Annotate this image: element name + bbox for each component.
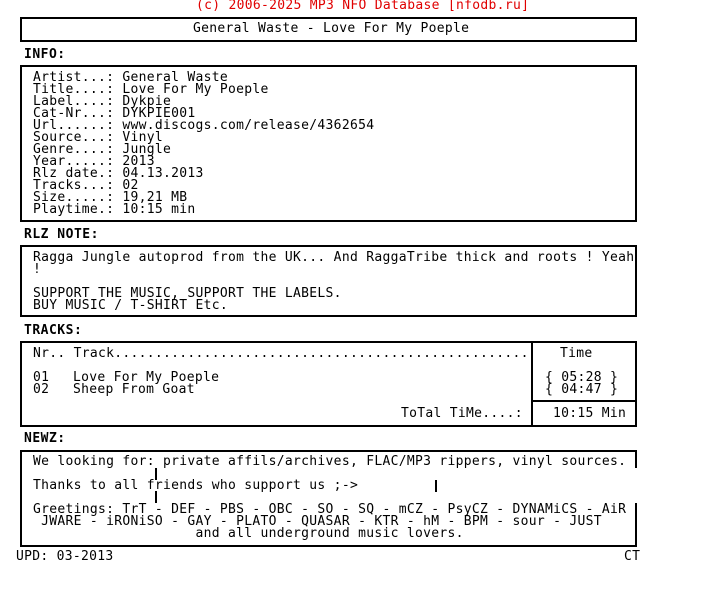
info-line: Playtime.: 10:15 min [33,202,196,217]
track-number: 02 [33,382,50,397]
newz-line: Greetings: TrT - DEF - PBS - OBC - SO - SQ - mCZ - PsyCZ - DYNAMiCS - AiR [33,502,627,517]
section-newz-heading: NEWZ: [24,431,66,446]
rlz-note-line: BUY MUSIC / T-SHIRT Etc. [33,298,229,313]
newz-line: We looking for: private affils/archives, FLAC/MP3 rippers, vinyl sources. [33,454,627,469]
info-line: Tracks...: 02 [33,178,139,193]
track-time: { 05:28 } [545,370,619,385]
section-tracks-heading: TRACKS: [24,323,83,338]
info-line: Genre....: Jungle [33,142,172,157]
info-line: Year.....: 2013 [33,154,155,169]
tracks-column-divider [531,341,533,427]
time-header: Time [560,346,593,361]
info-line: Rlz date.: 04.13.2013 [33,166,204,181]
site-banner: (c) 2006-2025 MP3 NFO Database [nfodb.ru] [196,0,530,13]
info-line: Size.....: 19,21 MB [33,190,188,205]
info-line: Label....: Dykpie [33,94,172,109]
info-line: Url......: www.discogs.com/release/4362654 [33,118,375,133]
updated-label: UPD: 03-2013 [16,549,114,564]
track-title: Love For My Poeple [73,370,220,385]
newz-box-top [20,450,637,452]
total-time-label: ToTal TiMe....: [401,406,523,421]
rlz-note-line: SUPPORT THE MUSIC, SUPPORT THE LABELS. [33,286,342,301]
info-list [33,72,374,216]
newz-text [33,456,626,540]
newz-line: and all underground music lovers. [33,526,464,541]
release-title: General Waste - Love For My Poeple [193,21,470,36]
rlz-note-line: Ragga Jungle autoprod from the UK... And RaggaTribe thick and roots ! Yeah [33,250,635,265]
info-line: Title....: Love For My Poeple [33,82,269,97]
newz-box-left [20,450,22,547]
track-time: { 04:47 } [545,382,619,397]
newz-line: JWARE - iRONiSO - GAY - PLATO - QUASAR - KTR - hM - BPM - sour - JUST [33,514,602,529]
total-time-value: 10:15 Min [553,406,627,421]
rlz-note-line: ! [33,262,42,277]
newz-box-bottom [20,545,637,547]
tracks-header: Nr.. Track................................................... [33,346,529,361]
total-divider [531,400,637,402]
newz-line: Thanks to all friends who support us ;-> [33,478,359,493]
rlz-note-text [33,252,634,312]
info-line: Source...: Vinyl [33,130,164,145]
section-info-heading: INFO: [24,47,66,62]
info-line: Cat-Nr...: DYKPIE001 [33,106,196,121]
signature: CT [624,549,641,564]
newz-box-right-upper [635,450,637,468]
section-rlz-note-heading: RLZ NOTE: [24,227,99,242]
info-line: Artist...: General Waste [33,70,229,85]
newz-box-right-lower [635,503,637,547]
track-number: 01 [33,370,50,385]
track-title: Sheep From Goat [73,382,195,397]
